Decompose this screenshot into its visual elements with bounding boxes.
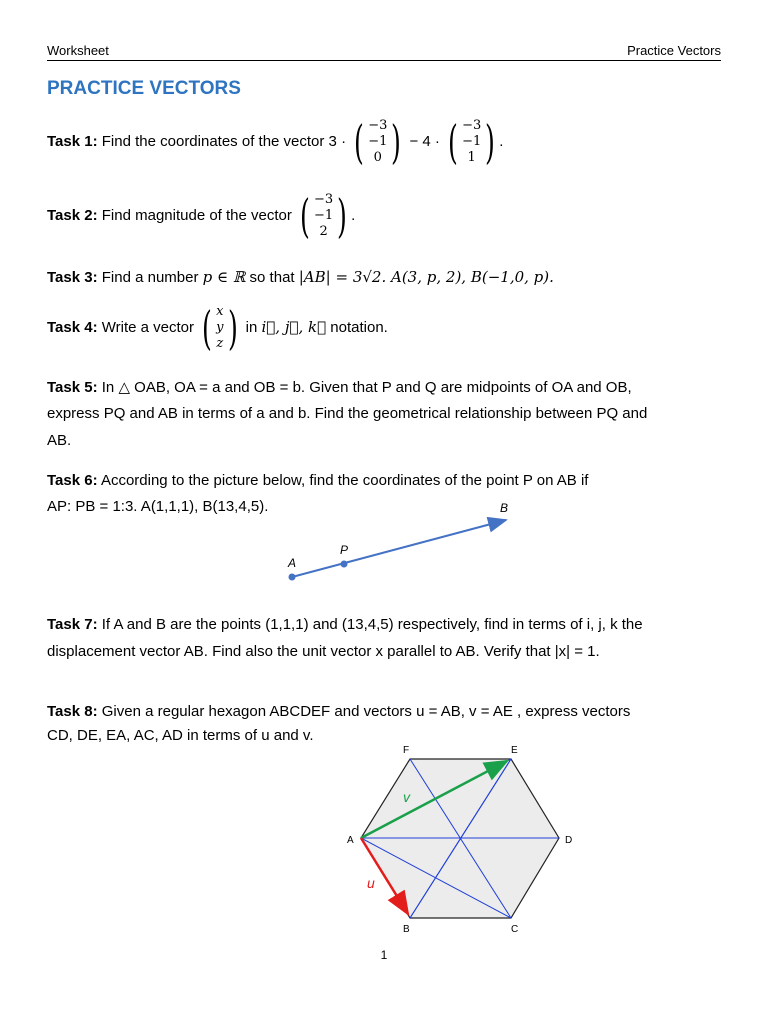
point-p: [341, 561, 348, 568]
label-p: P: [340, 543, 349, 557]
task-2-label: Task 2:: [47, 206, 98, 224]
task-4-text3: notation.: [330, 318, 388, 336]
task-5-text-1: In △ OAB, OA = a and OB = b. Given that P and Q are midpoints of OA and OB,: [101, 379, 632, 396]
task-1-vector-1: ( −3 −1 0 ): [354, 115, 402, 169]
task-8-line-2: CD, DE, EA, AC, AD in terms of u and v.: [47, 727, 314, 744]
task-2-text: Find magnitude of the vector: [101, 206, 292, 224]
task-4: Task 4: Write a vector ( x y z ) in i⃗, j⃗, k⃗ notation.: [47, 301, 388, 355]
vector-entry: x: [216, 304, 224, 319]
task-8-label: Task 8:: [47, 703, 98, 720]
header-right: Practice Vectors: [627, 43, 721, 58]
vector-entry: −3: [368, 118, 388, 133]
task-3-text2: so that: [249, 269, 295, 286]
page-number: 1: [380, 948, 388, 962]
task-5-line-2: express PQ and AB in terms of a and b. Find the geometrical relationship between PQ and: [47, 405, 648, 422]
vertex-d: D: [565, 835, 573, 846]
task-4-text: Write a vector: [101, 318, 195, 336]
segment-ab: [292, 520, 506, 577]
task-4-vector: ( x y z ): [202, 301, 238, 355]
segment-diagram: [270, 498, 530, 588]
task-5-line-3: AB.: [47, 432, 72, 449]
task-6-text-1: According to the picture below, find the coordinates of the point P on AB if: [100, 472, 589, 489]
task-7-label: Task 7:: [47, 616, 98, 633]
vector-entry: −1: [462, 134, 482, 149]
vector-entry: y: [216, 320, 224, 335]
label-a: A: [288, 556, 297, 570]
vector-entry: 1: [467, 150, 476, 165]
task-7-line-1: [47, 616, 643, 633]
task-4-text2: in: [245, 318, 258, 336]
task-2: Task 2: Find magnitude of the vector ( −3 −1 2 ) .: [47, 189, 356, 243]
vector-entry: −1: [314, 208, 334, 223]
vector-entry: 0: [373, 150, 382, 165]
page-title: PRACTICE VECTORS: [47, 78, 241, 99]
label-v: v: [403, 789, 410, 805]
task-3: [47, 268, 554, 286]
label-u: u: [367, 875, 375, 891]
task-4-label: Task 4:: [47, 318, 98, 336]
vertex-b: B: [403, 924, 410, 935]
header-left: Worksheet: [47, 43, 109, 58]
header-rule: [47, 60, 721, 61]
task-3-math2: |AB| = 3√2. A(3, p, 2), B(−1,0, p).: [298, 268, 554, 286]
vertex-e: E: [511, 745, 518, 756]
task-6-line-2: AP: PB = 1:3. A(1,1,1), B(13,4,5).: [47, 498, 269, 515]
vertex-a: A: [347, 835, 354, 846]
vector-entry: 2: [319, 224, 328, 239]
task-5-line-1: [47, 378, 632, 396]
task-3-text: Find a number: [101, 269, 199, 286]
vector-entry: −3: [462, 118, 482, 133]
task-1-text: Find the coordinates of the vector 3 ·: [101, 132, 347, 150]
task-5-label: Task 5:: [47, 379, 98, 396]
task-8-line-1: [47, 703, 630, 720]
hexagon-diagram: [335, 740, 585, 940]
task-1: Task 1: Find the coordinates of the vector 3 · ( −3 −1 0 ) − 4 · ( −3 −1 1 ) .: [47, 115, 504, 169]
label-b: B: [500, 501, 509, 515]
vector-entry: z: [216, 336, 224, 351]
task-1-vector-2: ( −3 −1 1 ): [448, 115, 496, 169]
task-7-line-2: displacement vector AB. Find also the unit vector x parallel to AB. Verify that |x| = 1.: [47, 643, 600, 660]
task-8-text-1: Given a regular hexagon ABCDEF and vectors u = AB, v = AE , express vectors: [101, 703, 631, 720]
task-6-label: Task 6:: [47, 472, 98, 489]
task-1-minus: − 4 ·: [409, 132, 440, 150]
vertex-c: C: [511, 924, 519, 935]
task-3-label: Task 3:: [47, 269, 98, 286]
task-3-math: p ∈ ℝ: [202, 268, 246, 286]
vector-entry: −1: [368, 134, 388, 149]
task-6-line-1: [47, 472, 588, 489]
vector-entry: −3: [314, 192, 334, 207]
task-7-text-1: If A and B are the points (1,1,1) and (13,4,5) respectively, find in terms of i, j, k the: [101, 616, 643, 633]
vertex-f: F: [403, 745, 410, 756]
point-a: [289, 574, 296, 581]
task-2-vector: ( −3 −1 2 ): [300, 189, 348, 243]
task-1-label: Task 1:: [47, 132, 98, 150]
